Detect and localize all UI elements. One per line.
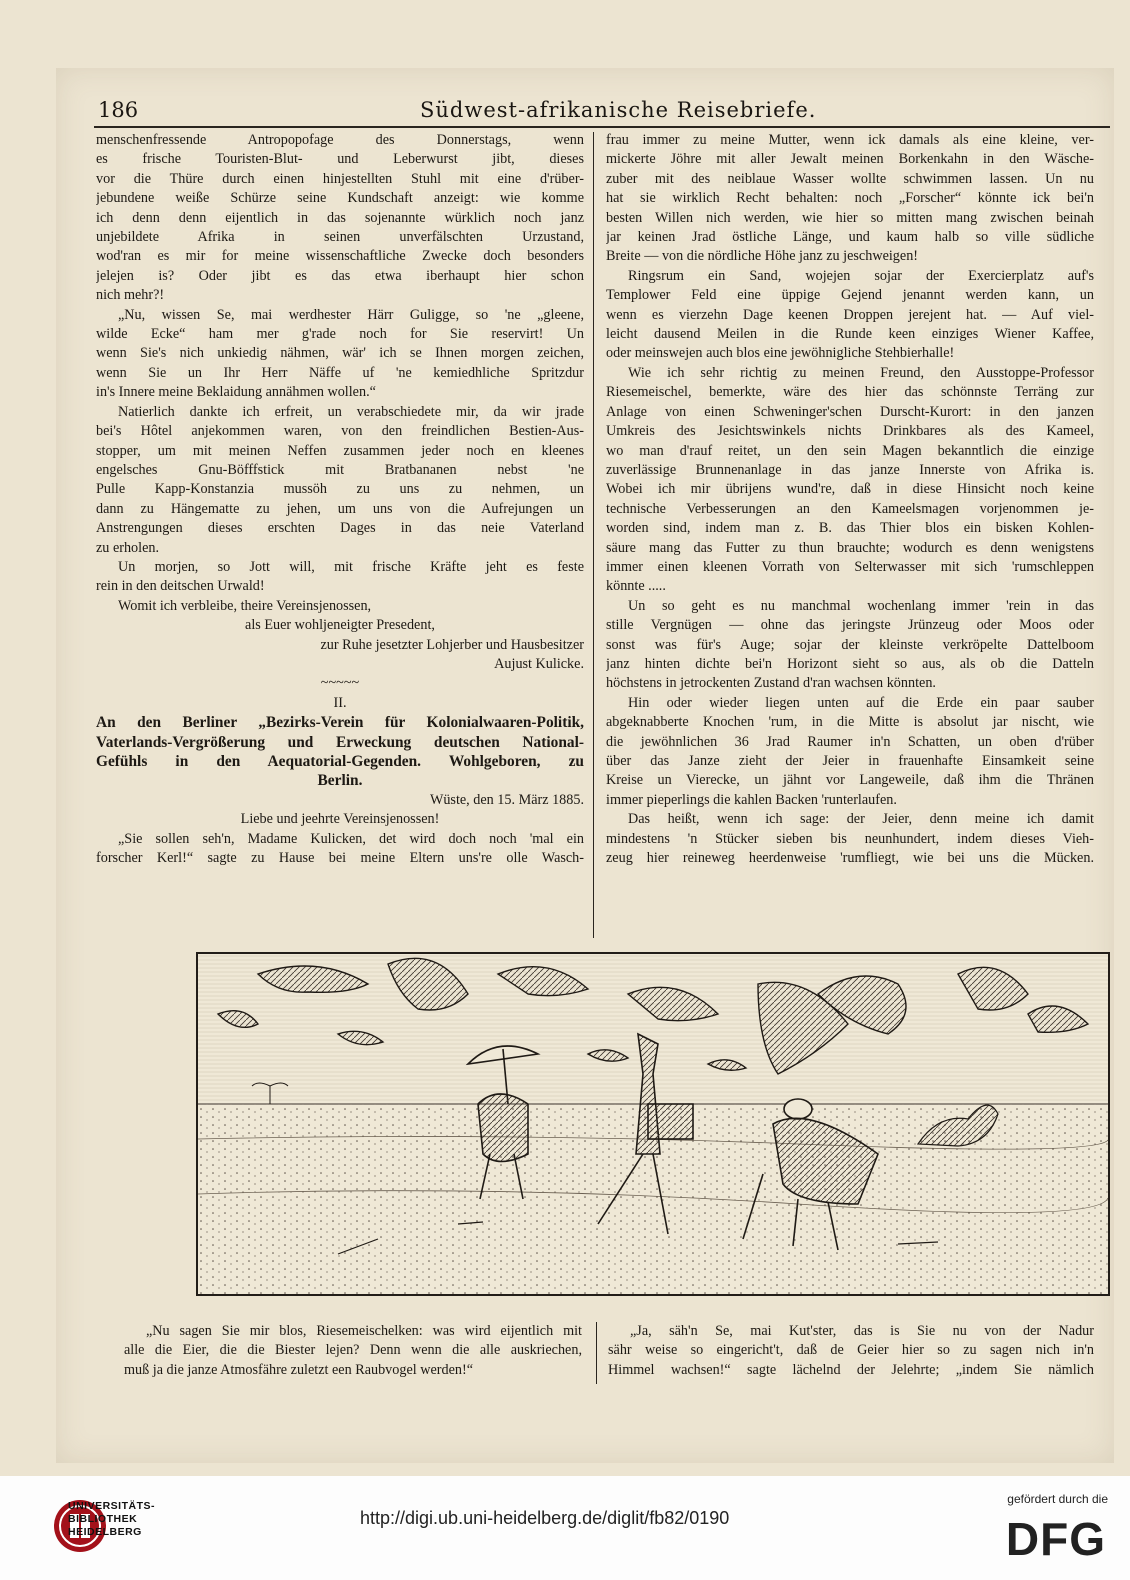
text-line: hat sie wirklich Recht behalten: noch „Forscher“ könnte ick bei'n [606,190,1094,207]
text-line: Aujust Kulicke. [494,655,584,672]
text-line: Kreise un Vierecke, un jähnt vor Langeweile, daß ihm die Thränen [606,772,1094,789]
text-line: Vaterlands-Vergrößerung und Erweckung deutschen National- [96,733,584,751]
text-line: stopper, um mit meinen Neffen zusammen jeder noch en kleenes [96,442,584,459]
text-line: Ringsrum ein Sand, wojejen sojar der Exercierplatz auf's [628,267,1094,284]
text-line: rein in den deitschen Urwald! [96,578,265,595]
text-line: Riesemeischel, bemerkte, wäre des hier das schönnste Terräng zur [606,384,1094,401]
text-line: leicht dausend Meilen in die Runde keen einziges Wiener Kaffee, [606,326,1094,343]
text-line: janz hinten dichte bei'n Horizont sieht so aus, als ob die Datteln [606,655,1094,672]
text-line: es frische Touristen-Blut- und Leberwurst jibt, dieses [96,151,584,168]
text-line: wod'ran es mir for meine wissenschaftliche Zwecke doch besonders [96,248,584,265]
sponsor-label: gefördert durch die [1007,1492,1108,1506]
text-line: Un morjen, so Jott will, mit frische Kräfte jeht es feste [118,558,584,575]
text-line: alle die Eier, die die Biester lejen? Denn wenn die alle auskriechen, [124,1342,582,1359]
caption-right [608,1322,1094,1380]
text-line: über das Janze zieht der Jeier in frauenhafte Einsamkeit seine [606,753,1094,769]
dfg-logo: DFG [1005,1513,1106,1565]
text-line: Anstrengungen dieses erschten Dages in das neie Vaterland [96,520,584,537]
text-line: An den Berliner „Bezirks-Verein für Kolonialwaaren-Politik, [96,714,584,732]
text-line: Templower Feld eine üppige Gejend jenannt werden kann, un [606,287,1094,304]
text-line: wenn Sie's nich unkiedig nähmen, wär' ich se Ihnen morgen zeichen, [96,345,584,362]
text-line: vor die Thüre durch einen hinjestellten Stuhl mit eine d'rüber- [96,170,584,187]
text-line: jebundene weiße Schürze seine Kundschaft anzeigt: wie komme [96,190,584,207]
text-line: muß ja die janze Atmosfähre zuletzt een Raubvogel werden!“ [124,1361,474,1378]
right-column [606,131,1094,868]
text-line: „Sie sollen seh'n, Madame Kulicken, det wird doch noch 'mal ein [118,830,584,847]
text-line: könnte ..... [606,578,666,595]
caption-left [124,1322,582,1380]
text-line: engelsches Gnu-Böfffstick mit Bratbananen nebst 'ne [96,461,584,478]
text-line: bei's Hôtel anjekommen waren, von den freindlichen Bestien-Aus- [96,423,584,440]
text-line: höchstens in jetrockenten Zustand d'ran wachsen könnten. [606,675,936,692]
text-line: besten Willen nich werden, wie hier so mitten mang zwischen beinah [606,209,1094,226]
text-line: Gefühls in den Aequatorial-Gegenden. Wohlgeboren, zu [96,753,584,770]
library-name-line: HEIDELBERG [68,1526,142,1538]
text-line: wenn Sie un Ihr Herr Näffe uf 'ne kemiedhliche Spritzdur [96,364,584,381]
text-line: ~~~~~ [320,675,360,692]
text-line: oder meinswejen auch blos eine jewöhnigliche Stehbierhalle! [606,345,955,362]
text-line: Un so geht es nu manchmal wochenlang immer 'rein in das [628,597,1094,614]
text-line: zuber mit des neiblaue Wasser wollte schwimmen lassen. Un nu [606,170,1094,187]
text-line: in's Innere meine Beklaidung annähmen wollen.“ [96,384,376,401]
text-line: Liebe und jeehrte Vereinsjenossen! [240,811,440,828]
footer-bar [0,1476,1130,1580]
text-line: zur Ruhe jesetzter Lohjerber und Hausbesitzer [320,636,584,653]
text-line: nich mehr?! [96,287,165,304]
text-line: Berlin. [317,772,363,790]
text-line: mindestens 'n Stücker sieben bis neunhundert, indem dieses Vieh- [606,830,1094,847]
text-line: mickerte Jöhre mit aller Jewalt meinen Borkenkahn in den Wäsche- [606,151,1094,168]
text-line: sonst was für's Auge; sojar der kleinste verkröpelte Dattelboom [606,636,1094,653]
text-line: wo man d'rauf reitet, un den sein Magen bekanntlich die einzige [606,442,1094,459]
text-line: als Euer wohljeneigter Presedent, [245,617,435,634]
text-line: Hin oder wieder liegen unten auf die Erde ein paar sauber [628,694,1094,711]
text-line: II. [333,694,347,711]
library-name-line: BIBLIOTHEK [68,1513,138,1525]
text-line: immer einen kleenen Vorrath von Selterwasser mit sich 'rumschleppen [606,558,1094,575]
text-line: zeug hier reineweg heerdenweise 'rumfliegt, wie bei uns die Mücken. [606,850,1094,867]
text-line: zuverlässige Brunnenanlage in das janze Innerste von Afrika is. [606,461,1094,478]
running-head: Südwest-afrikanische Reisebriefe. [420,98,817,122]
text-line: abgeknabberte Knochen 'rum, in die Mitte is absolut jar nischt, wie [606,714,1094,731]
text-line: sähr weise so eingericht't, daß de Geier hier so zu sagen nich in'n [608,1342,1094,1359]
text-line: unjebildete Afrika in seinen unverfälschten Urzustand, [96,229,584,246]
library-name-line: UNIVERSITÄTS- [68,1500,156,1512]
library-name [68,1500,155,1539]
text-line: Das heißt, wenn ich sage: der Jeier, denn meine ich damit [628,811,1094,828]
text-line: Wie ich sehr richtig zu meinen Freund, den Ausstoppe-Professor [628,364,1094,381]
caption-divider [596,1322,597,1384]
text-line: Natierlich dankte ich erfreit, un verabschiedete mir, da wir jrade [118,403,584,420]
left-column [96,131,584,868]
text-line: worden sind, indem man z. B. das Thier blos ein bisken Kohlen- [606,520,1094,537]
text-line: Umkreis des Jesichtswinkels nichts Drinkbares als des Kameel, [606,423,1094,440]
text-line: ich denn denn eijentlich in das sojenannte würklich noch janz [96,209,584,226]
text-line: dann zu Hängematte zu jehen, um uns von die Aufrejungen un [96,500,584,517]
text-line: wenn es vierzehn Dage keenen Droppen jerejent hat. — Auf viel- [606,306,1094,323]
woodcut-illustration [196,952,1110,1296]
text-line: Himmel wachsen!“ sagte lächelnd der Jelehrte; „indem Sie nämlich [608,1361,1094,1378]
text-line: „Nu sagen Sie mir blos, Riesemeischelken: was wird eijentlich mit [146,1323,582,1339]
text-line: Wüste, den 15. März 1885. [429,791,584,808]
header-rule [94,126,1110,128]
text-line: Anlage von einen Schweninger'schen Durscht-Kurort: in den janzen [606,403,1094,420]
text-line: immer pieperlings die kahlen Backen 'runterlaufen. [606,791,897,808]
text-line: „Ja, säh'n Se, mai Kut'ster, das is Sie nu von der Nadur [630,1323,1094,1339]
text-line: Womit ich verbleibe, theire Vereinsjenossen, [118,597,372,614]
text-line: die jewöhnlichen 36 Jrad Raumer in'n Schatten, un oben d'rüber [606,733,1094,750]
text-line: technische Verbesserungen an den Kameelsmagen vorjenommen je- [606,500,1094,517]
text-line: jar keinen Jrad östliche Länge, und kaum halb so ville südliche [606,229,1094,246]
text-line: wilde Ecke“ ham mer g'rade noch for Sie reservirt! Un [96,326,584,343]
column-divider [593,132,594,938]
text-line: Pulle Kapp-Konstanzia mussöh zu uns zu nehmen, un [96,481,584,498]
text-line: jelejen is? Oder jibt es das etwa iberhaupt hier schon [96,267,584,284]
text-line: stille Vergnügen — ohne das jeringste Jrünzeug oder Moos oder [606,617,1094,634]
text-line: zu erholen. [96,539,160,556]
page-number: 186 [98,98,139,122]
text-line: Breite — von die nördliche Höhe janz zu jeschweigen! [606,248,919,265]
text-line: forscher Kerl!“ sagte zu Hause bei meine Eltern uns're olle Wasch- [96,850,584,867]
text-line: säure mang das Futter zu thun brauchte; wodurch es denn wenigstens [606,539,1094,556]
text-line: „Nu, wissen Se, mai werdhester Härr Guligge, so 'ne „gleene, [118,306,584,323]
text-line: menschenfressende Antropopofage des Donnerstags, wenn [96,132,584,148]
text-line: Wobei ich mir übrijens wund're, daß in diese Hinsicht noch keine [606,481,1094,498]
permalink[interactable]: http://digi.ub.uni-heidelberg.de/diglit/fb82/0190 [360,1508,730,1528]
text-line: frau immer zu meine Mutter, wenn ick damals als eine kleine, ver- [606,132,1094,148]
vultures-desert-scene [198,954,1108,1294]
